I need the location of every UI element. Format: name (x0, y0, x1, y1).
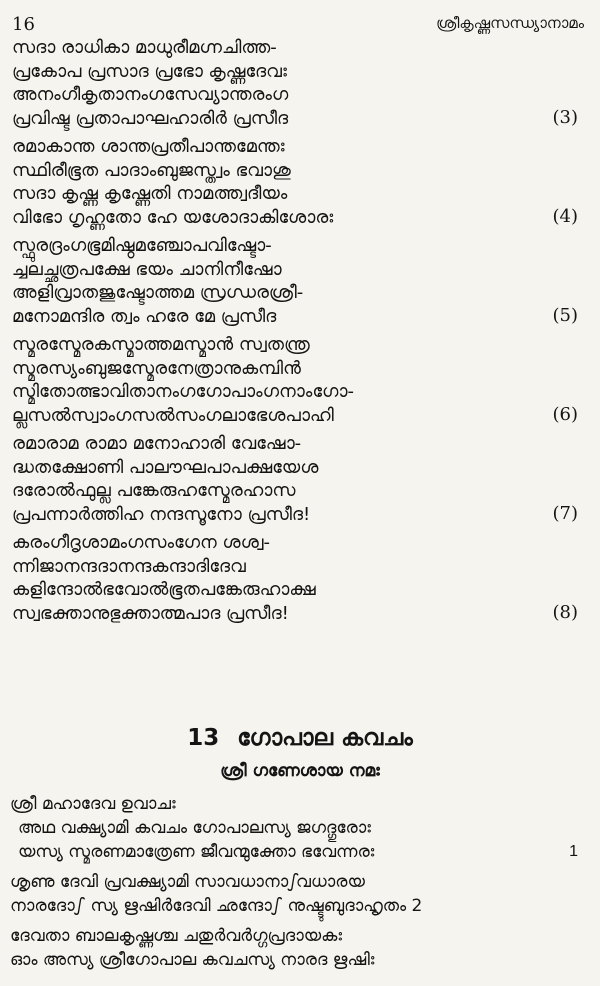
verse-number: (3) (552, 107, 578, 128)
kavacham-line-text: യസ്യ സ്മരണമാത്രേണ ജീവന്മുക്തോ ഭവേന്നരഃ (18, 842, 375, 862)
verse-block (0, 36, 600, 630)
page-number: 16 (12, 14, 35, 35)
kavacham-line-text: അഥ വക്ഷ്യാമി കവചം ഗോപാലസ്യ ജഗദ്ഗുരോഃ (18, 818, 371, 838)
verse-line: സ്മിതോത്ഭാവിതാനംഗഗോപാംഗനാംഗോ- (12, 381, 354, 402)
sloka-number: 1 (569, 843, 578, 860)
verse-number: (8) (552, 602, 578, 623)
kavacham-line-text: ശ്രീ മഹാദേവ ഉവാചഃ (10, 794, 176, 814)
verse-line: സദാ രാധികാ മാധുരീമഗ്നചിത്ത- (12, 37, 277, 58)
verse-line: ദരോൽഫുല്ല പങ്കേരുഹസ്മേരഹാസ (12, 480, 296, 501)
verse (0, 333, 600, 427)
verse-line: കരംഗീദൃശാമംഗസംഗേന ശശ്വ- (12, 532, 271, 553)
verse (0, 432, 600, 526)
verse-line: ല്ലസൽസ്വാംഗസൽസംഗലാഭേശപാഹി (12, 404, 334, 426)
kavacham-line (0, 816, 600, 840)
section-title: ഗോപാല കവചം (237, 725, 413, 751)
kavacham-line (0, 840, 600, 864)
page-header (12, 8, 584, 36)
kavacham-line-text: ശൃണു ദേവി പ്രവക്ഷ്യാമി സാവധാനാഽവധാരയ (10, 872, 365, 892)
verse-line: ന്നിജാനന്ദദാനന്ദകന്ദാദിദേവ (12, 555, 246, 577)
running-title: ശ്രീകൃഷ്ണസന്ധ്യാനാമം (436, 14, 584, 32)
verse (0, 36, 600, 130)
verse-line: സ്മരസ്മേരകസ്മാത്തമസ്മാൻ സ്വതന്ത്ര (12, 334, 310, 355)
section-number: 13 (187, 725, 220, 751)
verse-line: ദ്ധതക്ഷോണി പാലൗഘപാപക്ഷയേശ (12, 456, 319, 478)
verse-line: സദാ കൃഷ്ണ കൃഷ്ണേതി നാമത്ത്വദീയം (12, 183, 288, 204)
kavacham-lines (0, 792, 600, 972)
kavacham-line (0, 948, 600, 972)
verse-number: (7) (552, 503, 578, 524)
verse-number: (6) (552, 404, 578, 425)
verse-line: സ്ഫുരദ്രംഗഭൂമിഷ്ഠമഞ്ചോപവിഷ്ടോ- (12, 235, 272, 256)
verse-line: വിഭോ ഗൃഹ്ണതോ ഹേ യശോദാകിശോരഃ (12, 206, 334, 228)
verse-line: മനോമന്ദിര ത്വം ഹരേ മേ പ്രസീദ (12, 305, 277, 327)
gopala-kavacham-section (0, 722, 600, 972)
verse-number: (4) (552, 206, 578, 227)
verse-line: കളിന്ദോൽഭവോൽഭൂതപങ്കേരുഹാക്ഷ (12, 579, 316, 600)
kavacham-line (0, 870, 600, 894)
kavacham-line (0, 792, 600, 816)
verse-line: ച്ചലച്ഛത്രപക്ഷേ ഭയം ചാനിനീഷോ (12, 258, 282, 280)
verse-number: (5) (552, 305, 578, 326)
verse-line: പ്രകോപ പ്രസാദ പ്രഭോ കൃഷ്ണദേവഃ (12, 60, 287, 82)
invocation-line: ശ്രീ ഗണേശായ നമഃ (220, 761, 380, 781)
verse-line: സ്മരസ്യംബുജസ്മേരനേത്രാനുകമ്പിൻ (12, 357, 301, 379)
section-heading (0, 722, 600, 754)
verse-line: സ്ഥിരീഭൂത പാദാംബുജസ്ത്വം ഭവാശു (12, 159, 291, 181)
verse-line: സ്വഭക്താനുഭുക്താത്മപാദ പ്രസീദ! (12, 602, 289, 624)
verse-line: പ്രവിഷ്ട പ്രതാപാഘഹാരിർ പ്രസീദ (12, 107, 289, 129)
kavacham-line (0, 894, 600, 918)
verse-line: അനംഗീകൃതാനംഗസേവ്യാന്തരംഗ (12, 84, 289, 105)
kavacham-line (0, 924, 600, 948)
verse (0, 234, 600, 328)
kavacham-line-text: ഓം അസ്യ ശ്രീഗോപാല കവചസ്യ നാരദ ഋഷിഃ (10, 950, 375, 970)
kavacham-line-text: ദേവതാ ബാലകൃഷ്ണശ്ച ചതുർവർഗ്ഗപ്രദായകഃ (10, 926, 342, 946)
verse-line: രമാകാന്ത ശാന്തപ്രതീപാന്തമേന്തഃ (12, 136, 285, 157)
verse-line: പ്രപന്നാർത്തിഹ നന്ദസൂനോ പ്രസീദ! (12, 503, 311, 525)
verse-line: അളിവ്രാതജുഷ്ടോത്തമ സ്രഗ്ധരശ്രീ- (12, 282, 304, 303)
verse (0, 531, 600, 625)
kavacham-line-text: നാരദോഽ സ്യ ഋഷിർദേവി ഛന്ദോഽ നുഷ്ടുബുദാഹൃതം 2 (10, 896, 423, 916)
verse-line: രമാരാമ രാമാ മനോഹാരി വേഷോ- (12, 433, 302, 454)
verse (0, 135, 600, 229)
